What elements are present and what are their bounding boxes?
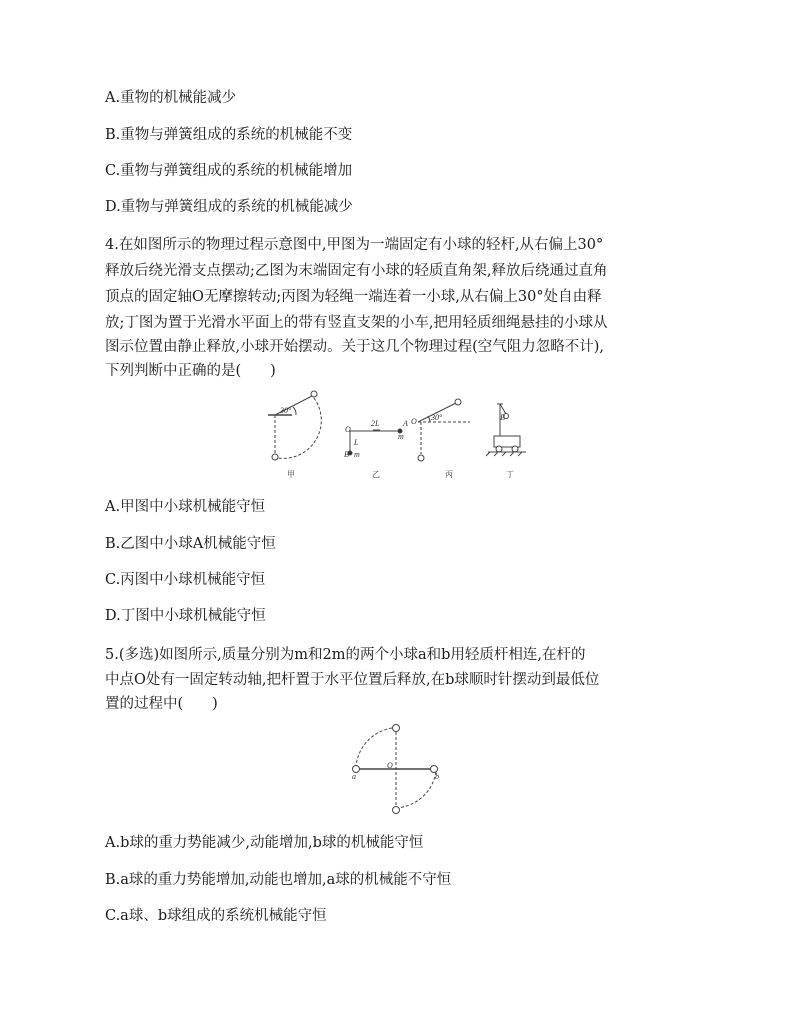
q5-option-c: C.a球、b球组成的系统机械能守恒	[105, 908, 327, 924]
angle-label-bing: 30°	[431, 413, 443, 422]
q3-option-c: C.重物与弹簧组成的系统的机械能增加	[105, 163, 353, 179]
q4-stem-line: 图示位置由静止释放,小球开始摆动。关于这几个物理过程(空气阻力忽略不计),	[105, 339, 605, 355]
caption-bing: 丙	[445, 470, 453, 479]
point-o-label: O	[411, 417, 417, 426]
figure-jia	[268, 391, 321, 460]
caption-jia: 甲	[287, 470, 295, 479]
q4-stem-line: 4.在如图所示的物理过程示意图中,甲图为一端固定有小球的轻杆,从右偏上30°	[105, 237, 604, 253]
mass-m-label: m	[398, 432, 404, 441]
point-a-label: A	[403, 419, 408, 428]
q5-stem-line: 中点O处有一固定转动轴,把杆置于水平位置后释放,在b球顺时针摆动到最低位	[105, 672, 600, 688]
q3-option-b: B.重物与弹簧组成的系统的机械能不变	[105, 127, 353, 143]
angle-label-jia: 30°	[280, 406, 292, 415]
length-l-label: L	[354, 438, 359, 447]
figure-bing	[418, 399, 470, 461]
q5-option-a: A.b球的重力势能减少,动能增加,b球的机械能守恒	[105, 835, 424, 851]
q4-option-d: D.丁图中小球机械能守恒	[105, 608, 266, 624]
q3-option-d: D.重物与弹簧组成的系统的机械能减少	[105, 199, 353, 215]
q5-option-b: B.a球的重力势能增加,动能也增加,a球的机械能不守恒	[105, 872, 452, 888]
q4-stem-line: 下列判断中正确的是( )	[105, 363, 276, 379]
length-2l-label: 2L	[371, 419, 380, 428]
mass-m-label: m	[354, 450, 360, 459]
q4-stem-line: 释放后绕光滑支点摆动;乙图为末端固定有小球的轻质直角架,释放后绕通过直角	[105, 263, 608, 279]
q4-figure	[268, 388, 528, 482]
q4-option-a: A.甲图中小球机械能守恒	[105, 499, 266, 515]
ball-a-label: a	[352, 772, 356, 781]
pivot-o-label: O	[387, 761, 393, 770]
q5-figure	[346, 722, 446, 818]
figure-ding	[486, 404, 526, 456]
q4-stem-line: 顶点的固定轴O无摩擦转动;丙图为轻绳一端连着一小球,从右偏上30°处自由释	[105, 289, 602, 305]
q4-option-c: C.丙图中小球机械能守恒	[105, 572, 266, 588]
caption-yi: 乙	[372, 470, 380, 479]
q3-option-a: A.重物的机械能减少	[105, 90, 237, 106]
q5-stem-line: 置的过程中( )	[105, 696, 218, 712]
point-b-label: B	[500, 413, 505, 422]
caption-ding: 丁	[506, 470, 514, 479]
q5-stem-line: 5.(多选)如图所示,质量分别为m和2m的两个小球a和b用轻质杆相连,在杆的	[105, 647, 586, 663]
point-o-label: O	[345, 425, 351, 434]
q4-option-b: B.乙图中小球A机械能守恒	[105, 536, 276, 552]
ball-b-label: b	[435, 772, 439, 781]
q4-stem-line: 放;丁图为置于光滑水平面上的带有竖直支架的小车,把用轻质细绳悬挂的小球从	[105, 315, 608, 331]
point-b-label: B	[344, 450, 349, 459]
